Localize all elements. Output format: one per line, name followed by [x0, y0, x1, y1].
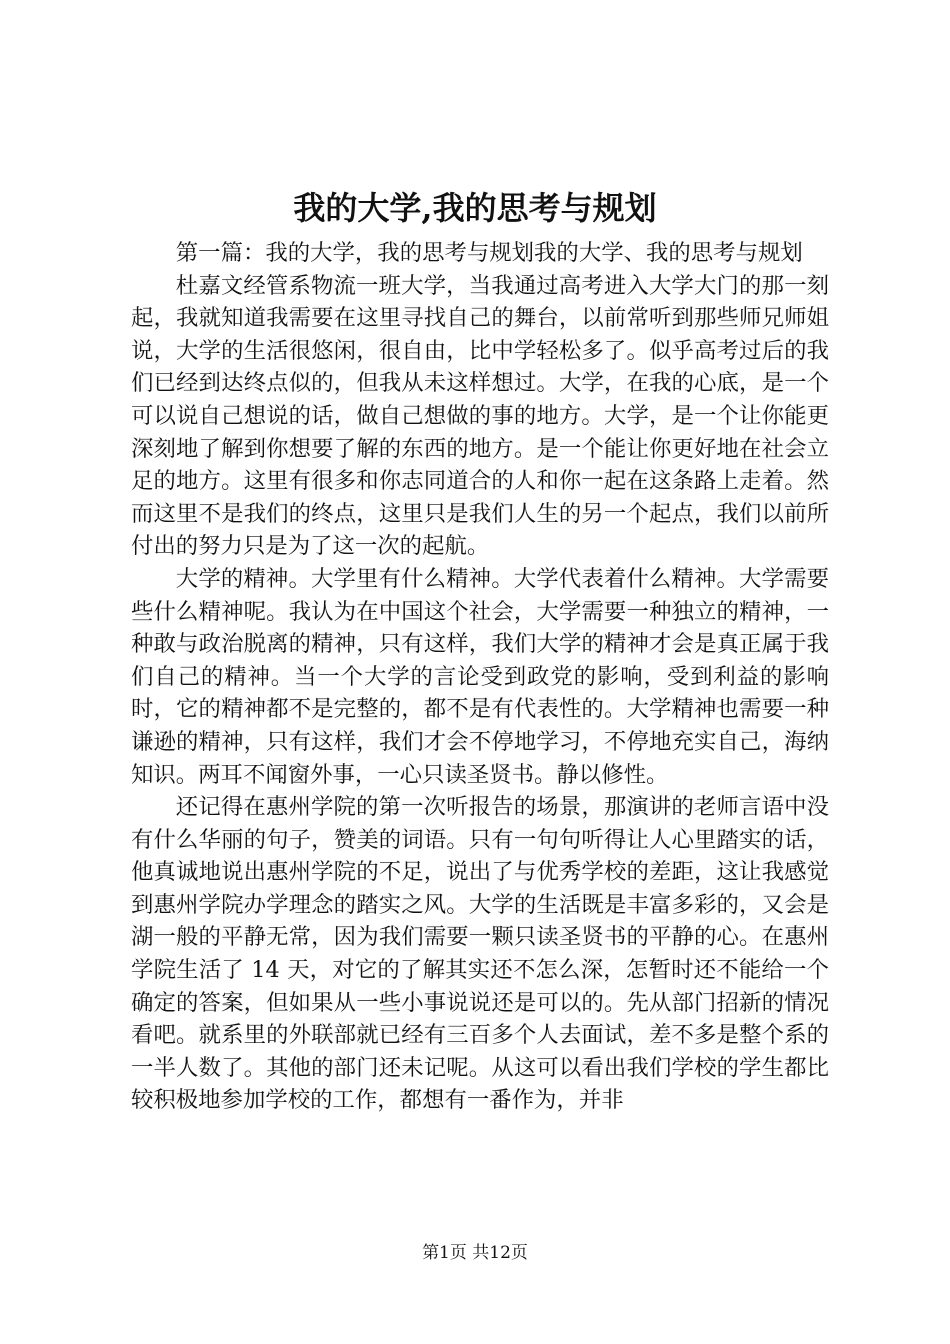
document-title: 我的大学,我的思考与规划: [293, 189, 657, 227]
page-footer: 第1页 共12页: [422, 1243, 528, 1263]
paragraph-4: 还记得在惠州学院的第一次听报告的场景，那演讲的老师言语中没有什么华丽的句子，赞美的词语。只有一句句听得让人心里踏实的话，他真诚地说出惠州学院的不足，说出了与优秀学校的差距，这让我感觉到惠州学院办学理念的踏实之风。大学的生活既是丰富多彩的，又会是湖一般的平静无常，因为我们需要一颗只读圣贤书的平静的心。在惠州学院生活了 14 天，对它的了解其实还不怎么深，怎暂时还不能给一个确定的答案，但如果从一些小事说说还是可以的。先从部门招新的情况看吧。就系里的外联部就已经有三百多个人去面试，差不多是整个系的一半人数了。其他的部门还未记呢。从这可以看出我们学校的学生都比较积极地参加学校的工作，都想有一番作为，并非: [131, 794, 829, 1114]
paragraph-1: 第一篇：我的大学，我的思考与规划我的大学、我的思考与规划: [175, 240, 803, 266]
paragraph-3: 大学的精神。大学里有什么精神。大学代表着什么精神。大学需要些什么精神呢。我认为在中国这个社会，大学需要一种独立的精神，一种敢与政治脱离的精神，只有这样，我们大学的精神才会是真正属于我们自己的精神。当一个大学的言论受到政党的影响，受到利益的影响时，它的精神都不是完整的，都不是有代表性的。大学精神也需要一种谦逊的精神，只有这样，我们才会不停地学习，不停地充实自己，海纳知识。两耳不闻窗外事，一心只读圣贤书。静以修性。: [131, 565, 829, 788]
document-body: [131, 237, 829, 1117]
paragraph-2: 杜嘉文经管系物流一班大学，当我通过高考进入大学大门的那一刻起，我就知道我需要在这里寻找自己的舞台，以前常听到那些师兄师姐说，大学的生活很悠闲，很自由，比中学轻松多了。似乎高考过后的我们已经到达终点似的，但我从未这样想过。大学，在我的心底，是一个可以说自己想说的话，做自己想做的事的地方。大学，是一个让你能更深刻地了解到你想要了解的东西的地方。是一个能让你更好地在社会立足的地方。这里有很多和你志同道合的人和你一起在这条路上走着。然而这里不是我们的终点，这里只是我们人生的另一个起点，我们以前所付出的努力只是为了这一次的起航。: [131, 272, 829, 560]
